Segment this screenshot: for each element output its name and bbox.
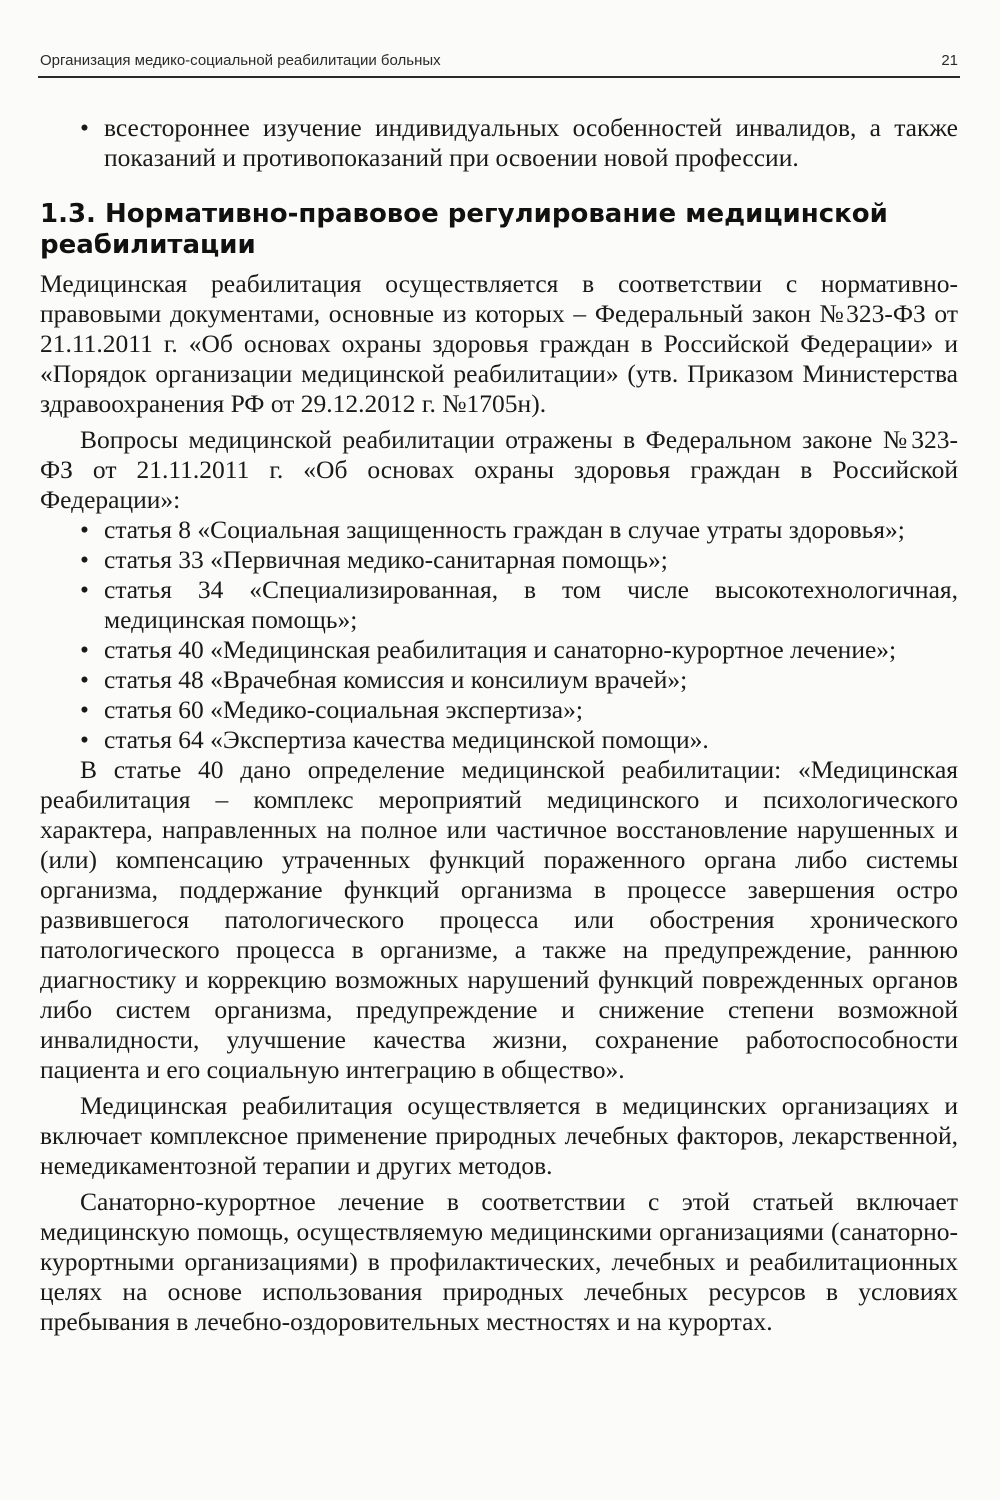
header-rule: [38, 76, 960, 78]
page-body: [40, 113, 958, 1337]
running-header: [40, 52, 958, 69]
section-heading: 1.3. Нормативно-правовое регулирование медицинской реабилитации: [40, 199, 888, 260]
paragraph: Санаторно-курортное лечение в соответствии с этой статьей включает медицинскую помощь, осуществляемую медицинскими организациями (санаторно-курортными организациями) в профилактических, лечебных и реабилитационных целях на основе использования природных лечебных ресурсов в условиях пребывания в лечебно-оздоровительных местностях и на курортах.: [40, 1187, 958, 1336]
paragraph: Вопросы медицинской реабилитации отражены в Федеральном законе №323-ФЗ от 21.11.2011 г. «Об основах охраны здоровья граждан в Российской Федерации»:: [40, 425, 958, 514]
list-item: • статья 40 «Медицинская реабилитация и санаторно-курортное лечение»;: [40, 635, 958, 665]
list-item: • всестороннее изучение индивидуальных особенностей инвалидов, а также показаний и противопоказаний при освоении новой профессии.: [40, 113, 958, 173]
list-item: • статья 34 «Специализированная, в том числе высокотехнологичная, медицинская помощь»;: [40, 575, 958, 635]
running-title: Организация медико-социальной реабилитации больных: [40, 52, 441, 69]
list-item: • статья 8 «Социальная защищенность граждан в случае утраты здоровья»;: [40, 515, 958, 545]
paragraph: Медицинская реабилитация осуществляется в соответствии с нормативно-правовыми документами, основные из которых – Федеральный закон №323-ФЗ от 21.11.2011 г. «Об основах охраны здоровья граждан в Российской Федерации» и «Порядок организации медицинской реабилитации» (утв. Приказом Министерства здравоохранения РФ от 29.12.2012 г. №1705н).: [40, 269, 958, 418]
paragraph: В статье 40 дано определение медицинской реабилитации: «Медицинская реабилитация – комплекс мероприятий медицинского и психологического характера, направленных на полное или частичное восстановление нарушенных и (или) компенсацию утраченных функций пораженного органа либо системы организма, поддержание функций организма в процессе завершения остро развившегося патологического процесса или обострения хронического патологического процесса в организме, а также на предупреждение, раннюю диагностику и коррекцию возможных нарушений функций поврежденных органов либо систем организма, предупреждение и снижение степени возможной инвалидности, улучшение качества жизни, сохранение работоспособности пациента и его социальную интеграцию в общество».: [40, 755, 958, 1084]
article-list: [40, 515, 958, 755]
intro-bullet-list: [40, 113, 958, 173]
list-item: • статья 33 «Первичная медико-санитарная помощь»;: [40, 545, 958, 575]
list-item: • статья 64 «Экспертиза качества медицинской помощи».: [40, 725, 958, 755]
list-item: • статья 48 «Врачебная комиссия и консилиум врачей»;: [40, 665, 958, 695]
page-number: 21: [941, 52, 958, 69]
list-item: • статья 60 «Медико-социальная экспертиза»;: [40, 695, 958, 725]
paragraph: Медицинская реабилитация осуществляется в медицинских организациях и включает комплексное применение природных лечебных факторов, лекарственной, немедикаментозной терапии и других методов.: [40, 1091, 958, 1180]
